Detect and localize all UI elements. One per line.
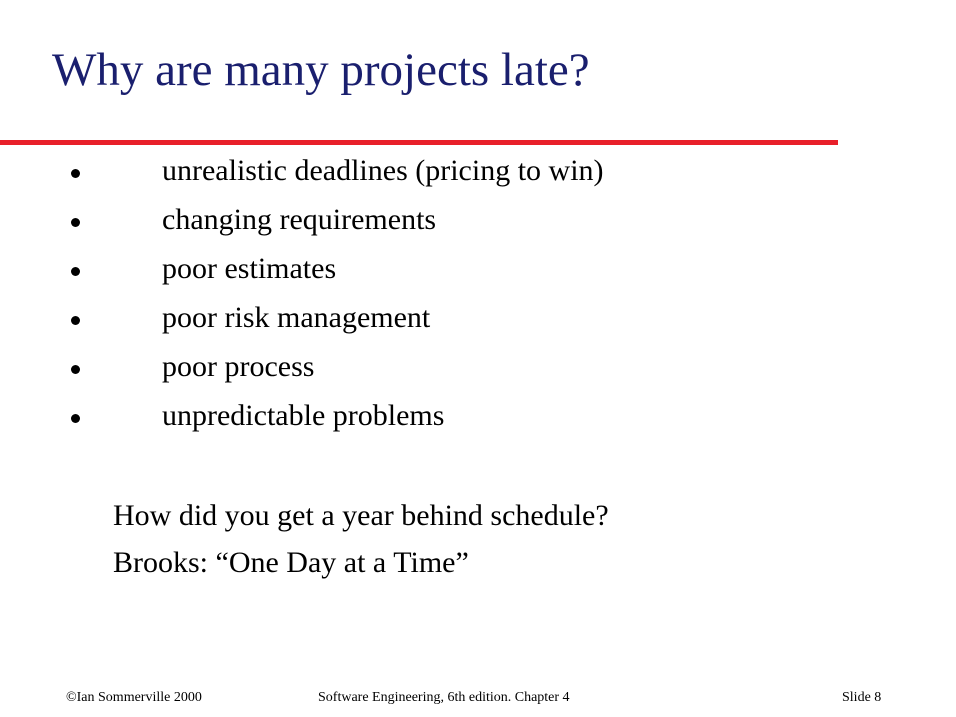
bullet-dot-icon [71,267,80,276]
bullet-item [70,244,604,293]
bullet-dot-icon [71,218,80,227]
title-divider [0,140,838,145]
bullet-text: changing requirements [162,202,437,236]
footer-slide-number: Slide 8 [842,690,882,705]
bullet-item [70,195,604,244]
bullet-item [70,293,604,342]
bullet-item [70,342,604,391]
bullet-text: unpredictable problems [162,398,445,432]
slide-title: Why are many projects late? [52,44,590,96]
bullet-text: poor estimates [162,251,337,285]
bullet-text: poor risk management [162,300,431,334]
bullet-list [70,146,604,440]
bullet-text: unrealistic deadlines (pricing to win) [162,153,604,187]
question-line: How did you get a year behind schedule? [113,499,609,532]
bullet-dot-icon [71,414,80,423]
brooks-quote-line: Brooks: “One Day at a Time” [113,546,469,579]
bullet-item [70,146,604,195]
bullet-dot-icon [71,365,80,374]
bullet-dot-icon [71,169,80,178]
bullet-item [70,391,604,440]
bullet-text: poor process [162,349,315,383]
bullet-dot-icon [71,316,80,325]
footer-book-title: Software Engineering, 6th edition. Chapter 4 [318,690,570,705]
footer-copyright: ©Ian Sommerville 2000 [66,690,202,705]
